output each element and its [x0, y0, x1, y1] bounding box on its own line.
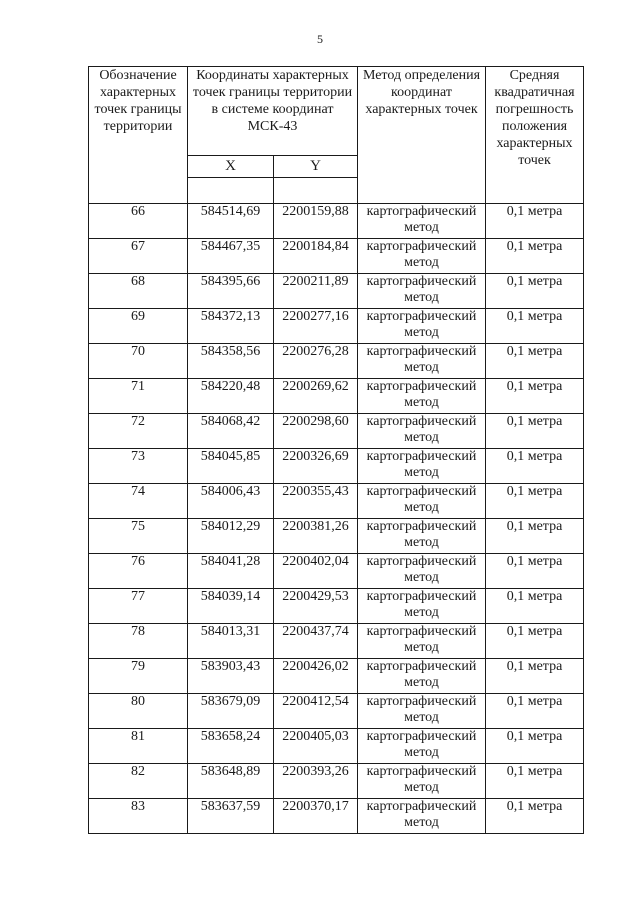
method-cell: картографический метод	[358, 204, 486, 239]
table-row	[89, 309, 584, 344]
table-row	[89, 589, 584, 624]
x-coordinate-cell: 583658,24	[188, 729, 274, 764]
accuracy-cell: 0,1 метра	[486, 799, 584, 834]
point-number-cell: 74	[89, 484, 188, 519]
header-x: X	[188, 156, 274, 178]
method-cell: картографический метод	[358, 274, 486, 309]
accuracy-cell: 0,1 метра	[486, 729, 584, 764]
point-number-cell: 71	[89, 379, 188, 414]
table-row	[89, 519, 584, 554]
method-cell: картографический метод	[358, 764, 486, 799]
page-number: 5	[317, 32, 323, 46]
accuracy-cell: 0,1 метра	[486, 624, 584, 659]
point-number-cell: 67	[89, 239, 188, 274]
y-coordinate-cell: 2200405,03	[274, 729, 358, 764]
accuracy-cell: 0,1 метра	[486, 554, 584, 589]
header-method: Метод определения координат характерных точек	[358, 67, 486, 204]
table-row	[89, 554, 584, 589]
table-row	[89, 239, 584, 274]
y-coordinate-cell: 2200429,53	[274, 589, 358, 624]
accuracy-cell: 0,1 метра	[486, 379, 584, 414]
method-cell: картографический метод	[358, 344, 486, 379]
y-coordinate-cell: 2200370,17	[274, 799, 358, 834]
x-coordinate-cell: 584372,13	[188, 309, 274, 344]
y-coordinate-cell: 2200277,16	[274, 309, 358, 344]
coordinates-table	[88, 66, 584, 834]
accuracy-cell: 0,1 метра	[486, 694, 584, 729]
accuracy-cell: 0,1 метра	[486, 344, 584, 379]
accuracy-cell: 0,1 метра	[486, 274, 584, 309]
accuracy-cell: 0,1 метра	[486, 589, 584, 624]
accuracy-cell: 0,1 метра	[486, 309, 584, 344]
point-number-cell: 70	[89, 344, 188, 379]
method-cell: картографический метод	[358, 729, 486, 764]
accuracy-cell: 0,1 метра	[486, 764, 584, 799]
method-cell: картографический метод	[358, 624, 486, 659]
accuracy-cell: 0,1 метра	[486, 659, 584, 694]
table-row	[89, 344, 584, 379]
x-coordinate-cell: 584045,85	[188, 449, 274, 484]
method-cell: картографический метод	[358, 449, 486, 484]
method-cell: картографический метод	[358, 659, 486, 694]
table-row	[89, 624, 584, 659]
x-coordinate-cell: 584012,29	[188, 519, 274, 554]
point-number-cell: 77	[89, 589, 188, 624]
point-number-cell: 82	[89, 764, 188, 799]
point-number-cell: 79	[89, 659, 188, 694]
x-coordinate-cell: 584395,66	[188, 274, 274, 309]
accuracy-cell: 0,1 метра	[486, 519, 584, 554]
x-coordinate-cell: 584041,28	[188, 554, 274, 589]
point-number-cell: 66	[89, 204, 188, 239]
method-cell: картографический метод	[358, 379, 486, 414]
x-coordinate-cell: 583648,89	[188, 764, 274, 799]
header-y-blank	[274, 178, 358, 204]
point-number-cell: 69	[89, 309, 188, 344]
y-coordinate-cell: 2200381,26	[274, 519, 358, 554]
table-row	[89, 204, 584, 239]
point-number-cell: 83	[89, 799, 188, 834]
y-coordinate-cell: 2200326,69	[274, 449, 358, 484]
accuracy-cell: 0,1 метра	[486, 239, 584, 274]
y-coordinate-cell: 2200393,26	[274, 764, 358, 799]
table-row	[89, 659, 584, 694]
x-coordinate-cell: 584006,43	[188, 484, 274, 519]
method-cell: картографический метод	[358, 589, 486, 624]
point-number-cell: 80	[89, 694, 188, 729]
table-row	[89, 379, 584, 414]
method-cell: картографический метод	[358, 554, 486, 589]
table-row	[89, 729, 584, 764]
table-row	[89, 449, 584, 484]
header-accuracy: Средняя квадратичная погрешность положения характерных точек	[486, 67, 584, 204]
x-coordinate-cell: 584467,35	[188, 239, 274, 274]
accuracy-cell: 0,1 метра	[486, 414, 584, 449]
method-cell: картографический метод	[358, 484, 486, 519]
method-cell: картографический метод	[358, 414, 486, 449]
point-number-cell: 68	[89, 274, 188, 309]
x-coordinate-cell: 584068,42	[188, 414, 274, 449]
y-coordinate-cell: 2200276,28	[274, 344, 358, 379]
x-coordinate-cell: 583903,43	[188, 659, 274, 694]
header-x-blank	[188, 178, 274, 204]
y-coordinate-cell: 2200269,62	[274, 379, 358, 414]
point-number-cell: 72	[89, 414, 188, 449]
y-coordinate-cell: 2200211,89	[274, 274, 358, 309]
y-coordinate-cell: 2200298,60	[274, 414, 358, 449]
method-cell: картографический метод	[358, 309, 486, 344]
header-coordinates: Координаты характерных точек границы территории в системе координат МСК-43	[188, 67, 358, 156]
method-cell: картографический метод	[358, 519, 486, 554]
x-coordinate-cell: 584013,31	[188, 624, 274, 659]
accuracy-cell: 0,1 метра	[486, 484, 584, 519]
point-number-cell: 78	[89, 624, 188, 659]
table-row	[89, 274, 584, 309]
method-cell: картографический метод	[358, 239, 486, 274]
table-row	[89, 799, 584, 834]
table-body	[89, 204, 584, 834]
point-number-cell: 76	[89, 554, 188, 589]
table-row	[89, 694, 584, 729]
y-coordinate-cell: 2200412,54	[274, 694, 358, 729]
point-number-cell: 81	[89, 729, 188, 764]
y-coordinate-cell: 2200159,88	[274, 204, 358, 239]
table-row	[89, 414, 584, 449]
x-coordinate-cell: 584039,14	[188, 589, 274, 624]
point-number-cell: 73	[89, 449, 188, 484]
y-coordinate-cell: 2200184,84	[274, 239, 358, 274]
x-coordinate-cell: 584514,69	[188, 204, 274, 239]
y-coordinate-cell: 2200437,74	[274, 624, 358, 659]
y-coordinate-cell: 2200402,04	[274, 554, 358, 589]
table-row	[89, 484, 584, 519]
x-coordinate-cell: 583679,09	[188, 694, 274, 729]
table-row	[89, 764, 584, 799]
x-coordinate-cell: 584220,48	[188, 379, 274, 414]
method-cell: картографический метод	[358, 799, 486, 834]
x-coordinate-cell: 583637,59	[188, 799, 274, 834]
accuracy-cell: 0,1 метра	[486, 449, 584, 484]
point-number-cell: 75	[89, 519, 188, 554]
y-coordinate-cell: 2200426,02	[274, 659, 358, 694]
accuracy-cell: 0,1 метра	[486, 204, 584, 239]
y-coordinate-cell: 2200355,43	[274, 484, 358, 519]
header-y: Y	[274, 156, 358, 178]
x-coordinate-cell: 584358,56	[188, 344, 274, 379]
method-cell: картографический метод	[358, 694, 486, 729]
header-point-designation: Обозначение характерных точек границы территории	[89, 67, 188, 204]
